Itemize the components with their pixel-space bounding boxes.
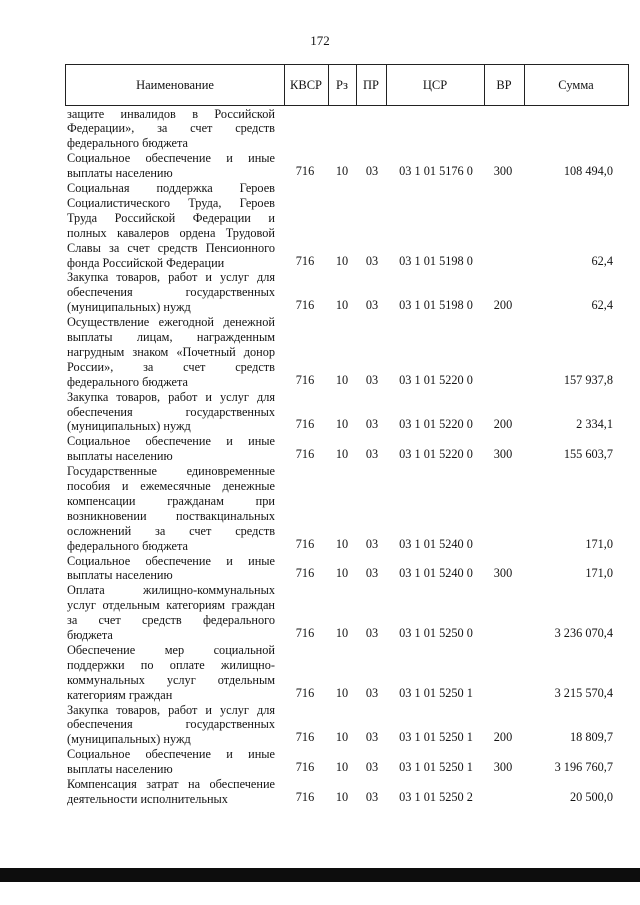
row-name-line: Труда Российской Федерации и bbox=[67, 210, 275, 225]
row-vr: 300 bbox=[493, 760, 513, 775]
row-name-line: Социальное обеспечение и иные bbox=[67, 553, 275, 568]
row-csr: 03 1 01 5198 0 bbox=[399, 253, 473, 268]
row-name-line: деятельности исполнительных bbox=[67, 791, 228, 806]
row-name-line: Государственные единовременные bbox=[67, 464, 275, 479]
column-header-kvsr: КВСР bbox=[290, 78, 322, 92]
row-vr: 200 bbox=[493, 298, 513, 313]
row-name-line: Компенсация затрат на обеспечение bbox=[67, 777, 275, 791]
row-name-line: пособия и ежемесячные денежные bbox=[67, 479, 275, 493]
row-name-line: выплаты населению bbox=[67, 166, 173, 181]
row-rz: 10 bbox=[335, 417, 349, 432]
row-name-line: полных кавалеров ордена Трудовой bbox=[67, 225, 275, 240]
row-name-line: коммунальных услуг отдельным bbox=[67, 672, 275, 687]
row-csr: 03 1 01 5240 0 bbox=[399, 536, 473, 551]
row-name-line: Закупка товаров, работ и услуг для bbox=[67, 270, 275, 285]
row-sum: 20 500,0 bbox=[569, 789, 613, 804]
row-pr: 03 bbox=[365, 536, 379, 551]
row-vr: 300 bbox=[493, 566, 513, 581]
row-pr: 03 bbox=[365, 298, 379, 313]
row-name bbox=[67, 643, 275, 703]
row-sum: 3 196 760,7 bbox=[554, 760, 613, 775]
row-name-line: категориям граждан bbox=[67, 687, 173, 702]
row-name-line: Обеспечение мер социальной bbox=[67, 642, 275, 657]
row-name-line: Закупка товаров, работ и услуг для bbox=[67, 389, 275, 404]
row-sum: 62,4 bbox=[591, 253, 613, 268]
row-name-line: Славы за счет средств Пенсионного bbox=[67, 240, 275, 255]
row-name-line: Федерации», за счет средств bbox=[67, 121, 275, 136]
row-pr: 03 bbox=[365, 417, 379, 432]
table-row bbox=[0, 181, 640, 270]
row-kvsr: 716 bbox=[295, 298, 315, 313]
row-sum: 2 334,1 bbox=[576, 417, 613, 432]
row-kvsr: 716 bbox=[295, 730, 315, 745]
column-header-name: Наименование bbox=[136, 78, 214, 92]
row-csr: 03 1 01 5250 2 bbox=[399, 789, 473, 804]
table-row bbox=[0, 583, 640, 643]
row-pr: 03 bbox=[365, 253, 379, 268]
row-kvsr: 716 bbox=[295, 760, 315, 775]
row-name-line: Социальное обеспечение и иные bbox=[67, 747, 275, 762]
row-name-line: Социалистического Труда, Героев bbox=[67, 195, 275, 210]
row-name-line: России», за счет средств bbox=[67, 359, 275, 374]
table-row bbox=[0, 643, 640, 703]
row-name-line: возникновении поствакцинальных bbox=[67, 508, 275, 523]
column-header-sum: Сумма bbox=[558, 78, 594, 92]
row-name-line: бюджета bbox=[67, 628, 113, 643]
row-vr: 300 bbox=[493, 447, 513, 462]
row-kvsr: 716 bbox=[295, 447, 315, 462]
row-name-line: (муниципальных) нужд bbox=[67, 300, 191, 315]
row-pr: 03 bbox=[365, 372, 379, 387]
row-pr: 03 bbox=[365, 625, 379, 640]
row-rz: 10 bbox=[335, 566, 349, 581]
row-name-line: защите инвалидов в Российской bbox=[67, 106, 275, 121]
row-pr: 03 bbox=[365, 164, 379, 179]
row-name-line: (муниципальных) нужд bbox=[67, 419, 191, 434]
row-name-line: Социальная поддержка Героев bbox=[67, 181, 275, 195]
table-row bbox=[0, 390, 640, 435]
row-name-line: Закупка товаров, работ и услуг для bbox=[67, 702, 275, 717]
row-name-line: Осуществление ежегодной денежной bbox=[67, 315, 275, 330]
row-sum: 3 236 070,4 bbox=[554, 625, 613, 640]
table-row bbox=[0, 107, 640, 152]
row-kvsr: 716 bbox=[295, 625, 315, 640]
row-rz: 10 bbox=[335, 164, 349, 179]
row-kvsr: 716 bbox=[295, 253, 315, 268]
row-pr: 03 bbox=[365, 566, 379, 581]
row-name-line: выплаты населению bbox=[67, 568, 173, 583]
row-name bbox=[67, 554, 275, 584]
table-row bbox=[0, 464, 640, 553]
row-csr: 03 1 01 5250 1 bbox=[399, 730, 473, 745]
row-csr: 03 1 01 5176 0 bbox=[399, 164, 473, 179]
row-vr: 300 bbox=[493, 164, 513, 179]
row-name bbox=[67, 464, 275, 553]
row-pr: 03 bbox=[365, 685, 379, 700]
row-sum: 62,4 bbox=[591, 298, 613, 313]
row-vr: 200 bbox=[493, 417, 513, 432]
row-name-line: услуг отдельным категориям граждан bbox=[67, 598, 275, 613]
row-sum: 108 494,0 bbox=[563, 164, 613, 179]
column-header-csr: ЦСР bbox=[422, 78, 448, 92]
row-name bbox=[67, 747, 275, 777]
table-row bbox=[0, 554, 640, 584]
row-csr: 03 1 01 5220 0 bbox=[399, 417, 473, 432]
row-name-line: осложнений за счет средств bbox=[67, 523, 275, 538]
row-name bbox=[67, 315, 275, 390]
column-header-pr: ПР bbox=[363, 78, 379, 92]
row-rz: 10 bbox=[335, 789, 349, 804]
row-pr: 03 bbox=[365, 760, 379, 775]
table-row bbox=[0, 434, 640, 464]
row-name-line: федерального бюджета bbox=[67, 374, 188, 389]
row-name-line: обеспечения государственных bbox=[67, 285, 275, 300]
row-kvsr: 716 bbox=[295, 566, 315, 581]
row-name-line: Социальное обеспечение и иные bbox=[67, 434, 275, 449]
scan-border-bar bbox=[0, 868, 640, 882]
row-name-line: поддержки по оплате жилищно- bbox=[67, 657, 275, 672]
row-sum: 18 809,7 bbox=[569, 730, 613, 745]
row-name bbox=[67, 151, 275, 181]
row-csr: 03 1 01 5220 0 bbox=[399, 447, 473, 462]
row-name-line: выплаты населению bbox=[67, 762, 173, 777]
row-rz: 10 bbox=[335, 372, 349, 387]
row-csr: 03 1 01 5240 0 bbox=[399, 566, 473, 581]
row-sum: 155 603,7 bbox=[563, 447, 613, 462]
row-name bbox=[67, 107, 275, 152]
row-rz: 10 bbox=[335, 730, 349, 745]
row-name-line: за счет средств федерального bbox=[67, 613, 275, 628]
page-number: 172 bbox=[310, 33, 330, 48]
row-rz: 10 bbox=[335, 298, 349, 313]
row-kvsr: 716 bbox=[295, 685, 315, 700]
row-pr: 03 bbox=[365, 789, 379, 804]
row-csr: 03 1 01 5250 0 bbox=[399, 625, 473, 640]
table-row bbox=[0, 151, 640, 181]
row-name-line: федерального бюджета bbox=[67, 136, 188, 151]
table-row bbox=[0, 747, 640, 777]
row-name bbox=[67, 181, 275, 270]
row-kvsr: 716 bbox=[295, 789, 315, 804]
row-csr: 03 1 01 5198 0 bbox=[399, 298, 473, 313]
row-kvsr: 716 bbox=[295, 372, 315, 387]
row-name-line: выплаты населению bbox=[67, 449, 173, 464]
row-name-line: Социальное обеспечение и иные bbox=[67, 151, 275, 166]
row-name-line: обеспечения государственных bbox=[67, 717, 275, 732]
column-header-rz: Рз bbox=[336, 78, 348, 92]
row-rz: 10 bbox=[335, 760, 349, 775]
row-csr: 03 1 01 5250 1 bbox=[399, 760, 473, 775]
row-name bbox=[67, 434, 275, 464]
row-kvsr: 716 bbox=[295, 417, 315, 432]
row-name-line: фонда Российской Федерации bbox=[67, 255, 225, 270]
row-sum: 3 215 570,4 bbox=[554, 685, 613, 700]
row-name-line: обеспечения государственных bbox=[67, 404, 275, 419]
row-name-line: (муниципальных) нужд bbox=[67, 732, 191, 747]
row-rz: 10 bbox=[335, 447, 349, 462]
row-rz: 10 bbox=[335, 536, 349, 551]
row-vr: 200 bbox=[493, 730, 513, 745]
row-sum: 157 937,8 bbox=[563, 372, 613, 387]
row-csr: 03 1 01 5250 1 bbox=[399, 685, 473, 700]
row-name-line: нагрудным знаком «Почетный донор bbox=[67, 344, 275, 359]
row-kvsr: 716 bbox=[295, 164, 315, 179]
row-sum: 171,0 bbox=[585, 566, 613, 581]
row-name bbox=[67, 390, 275, 435]
row-name-line: компенсации гражданам при bbox=[67, 493, 275, 508]
table-row bbox=[0, 777, 640, 807]
table-row bbox=[0, 270, 640, 315]
row-rz: 10 bbox=[335, 625, 349, 640]
row-name bbox=[67, 270, 275, 315]
row-rz: 10 bbox=[335, 253, 349, 268]
row-name-line: Оплата жилищно-коммунальных bbox=[67, 583, 275, 598]
row-rz: 10 bbox=[335, 685, 349, 700]
table-row bbox=[0, 315, 640, 390]
row-name bbox=[67, 777, 275, 807]
row-kvsr: 716 bbox=[295, 536, 315, 551]
row-name-line: выплаты лицам, награжденным bbox=[67, 330, 275, 344]
table-row bbox=[0, 703, 640, 748]
row-name bbox=[67, 703, 275, 748]
row-pr: 03 bbox=[365, 447, 379, 462]
row-sum: 171,0 bbox=[585, 536, 613, 551]
column-header-vr: ВР bbox=[496, 78, 512, 92]
row-name bbox=[67, 583, 275, 643]
row-name-line: федерального бюджета bbox=[67, 538, 188, 553]
row-pr: 03 bbox=[365, 730, 379, 745]
row-csr: 03 1 01 5220 0 bbox=[399, 372, 473, 387]
